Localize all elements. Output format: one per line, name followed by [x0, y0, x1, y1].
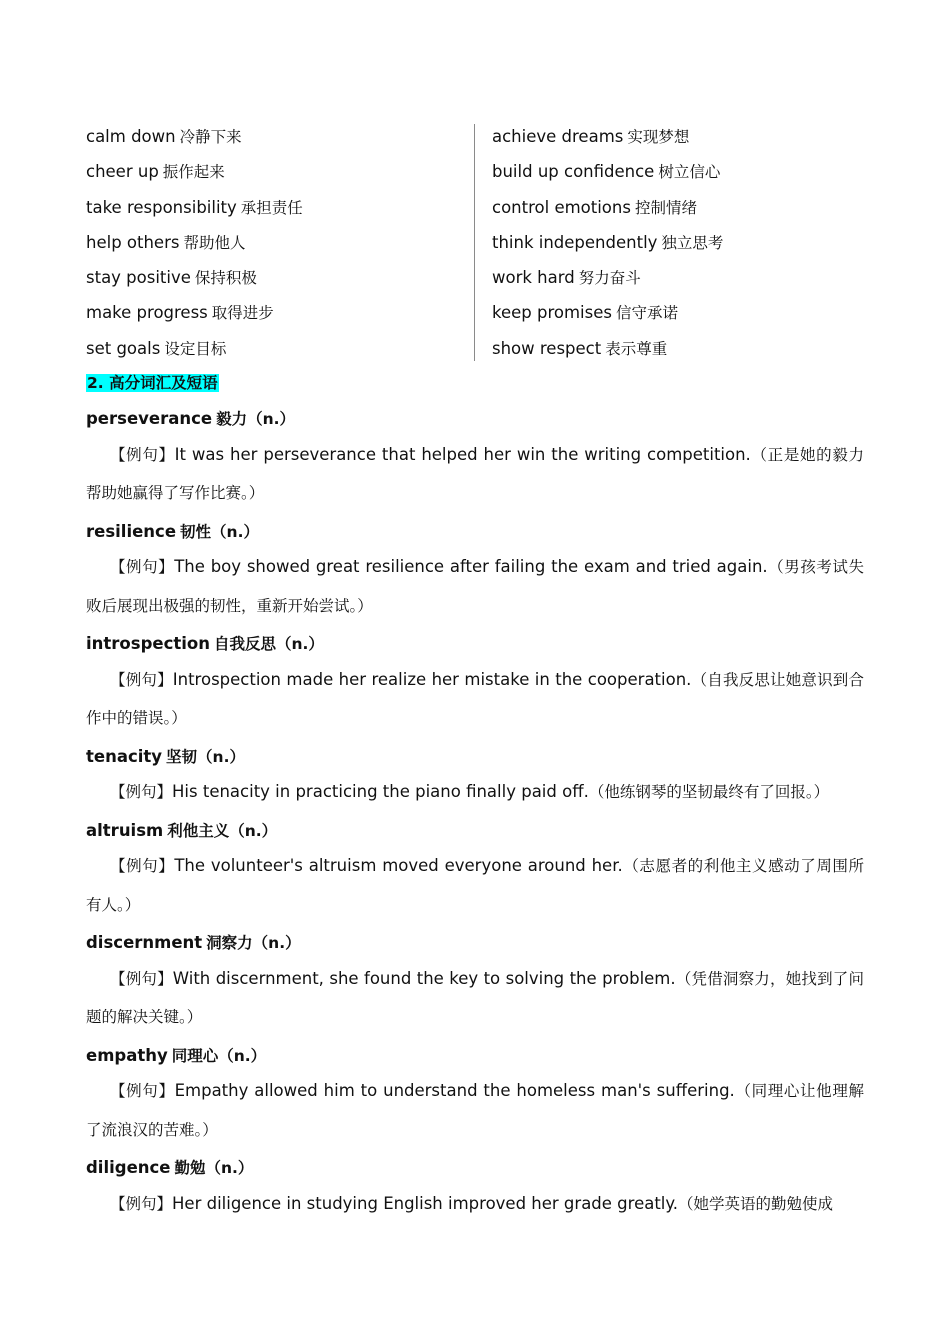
phrase-column-right	[492, 119, 872, 366]
example-sentence: 【例句】Her diligence in studying English improved her grade greatly.（她学英语的勤勉使成	[110, 1193, 834, 1213]
vocab-word: perseverance 毅力（n.）	[86, 409, 296, 428]
example-sentence: 【例句】It was her perseverance that helped her win the writing competition.（正是她的毅力帮助她赢得了写作比赛。）	[86, 444, 864, 502]
phrase-item: achieve dreams 实现梦想	[492, 127, 690, 146]
vocab-word: discernment 洞察力（n.）	[86, 933, 301, 952]
section-heading	[86, 370, 219, 396]
vocab-word: diligence 勤勉（n.）	[86, 1158, 254, 1177]
vocab-entry	[86, 400, 864, 513]
vocab-entry	[86, 1037, 864, 1150]
phrase-column-left	[86, 119, 471, 366]
example-sentence: 【例句】Introspection made her realize her mistake in the cooperation.（自我反思让她意识到合作中的错误。）	[86, 669, 864, 727]
phrase-item: stay positive 保持积极	[86, 268, 257, 288]
vocab-entry	[86, 738, 864, 812]
vocab-word: resilience 韧性（n.）	[86, 521, 259, 541]
vocab-entry	[86, 625, 864, 738]
highlighted-heading: 2. 高分词汇及短语	[87, 373, 218, 392]
vocab-word: introspection 自我反思（n.）	[86, 634, 324, 653]
example-sentence: 【例句】The boy showed great resilience after failing the exam and tried again.（男孩考试失败后展现出极强的韧性，重新开始尝试。）	[86, 557, 864, 615]
phrase-item: think independently 独立思考	[492, 232, 724, 252]
vocab-word: tenacity 坚韧（n.）	[86, 746, 245, 766]
vocab-entry	[86, 1149, 864, 1223]
vocab-word: empathy 同理心（n.）	[86, 1045, 267, 1065]
phrase-item: show respect 表示尊重	[492, 338, 668, 358]
phrase-item: set goals 设定目标	[86, 338, 227, 358]
vocab-entry	[86, 924, 864, 1037]
phrase-item: help others 帮助他人	[86, 232, 246, 252]
column-divider	[474, 124, 475, 361]
phrase-item: work hard 努力奋斗	[492, 268, 641, 288]
phrase-item: keep promises 信守承诺	[492, 303, 678, 323]
example-sentence: 【例句】With discernment, she found the key to solving the problem.（凭借洞察力，她找到了问题的解决关键。）	[86, 968, 864, 1026]
vocabulary-list	[86, 400, 864, 1223]
phrase-item: build up confidence 树立信心	[492, 162, 721, 182]
phrase-item: calm down 冷静下来	[86, 127, 242, 146]
phrase-item: make progress 取得进步	[86, 303, 274, 323]
phrase-item: control emotions 控制情绪	[492, 197, 697, 217]
phrase-item: cheer up 振作起来	[86, 162, 225, 182]
phrase-item: take responsibility 承担责任	[86, 197, 303, 217]
example-sentence: 【例句】Empathy allowed him to understand the homeless man's suffering.（同理心让他理解了流浪汉的苦难。）	[86, 1081, 864, 1139]
example-sentence: 【例句】His tenacity in practicing the piano finally paid off.（他练钢琴的坚韧最终有了回报。）	[110, 782, 830, 801]
vocab-entry	[86, 513, 864, 626]
example-sentence: 【例句】The volunteer's altruism moved everyone around her.（志愿者的利他主义感动了周围所有人。）	[86, 856, 864, 914]
vocab-entry	[86, 812, 864, 925]
vocab-word: altruism 利他主义（n.）	[86, 820, 278, 840]
